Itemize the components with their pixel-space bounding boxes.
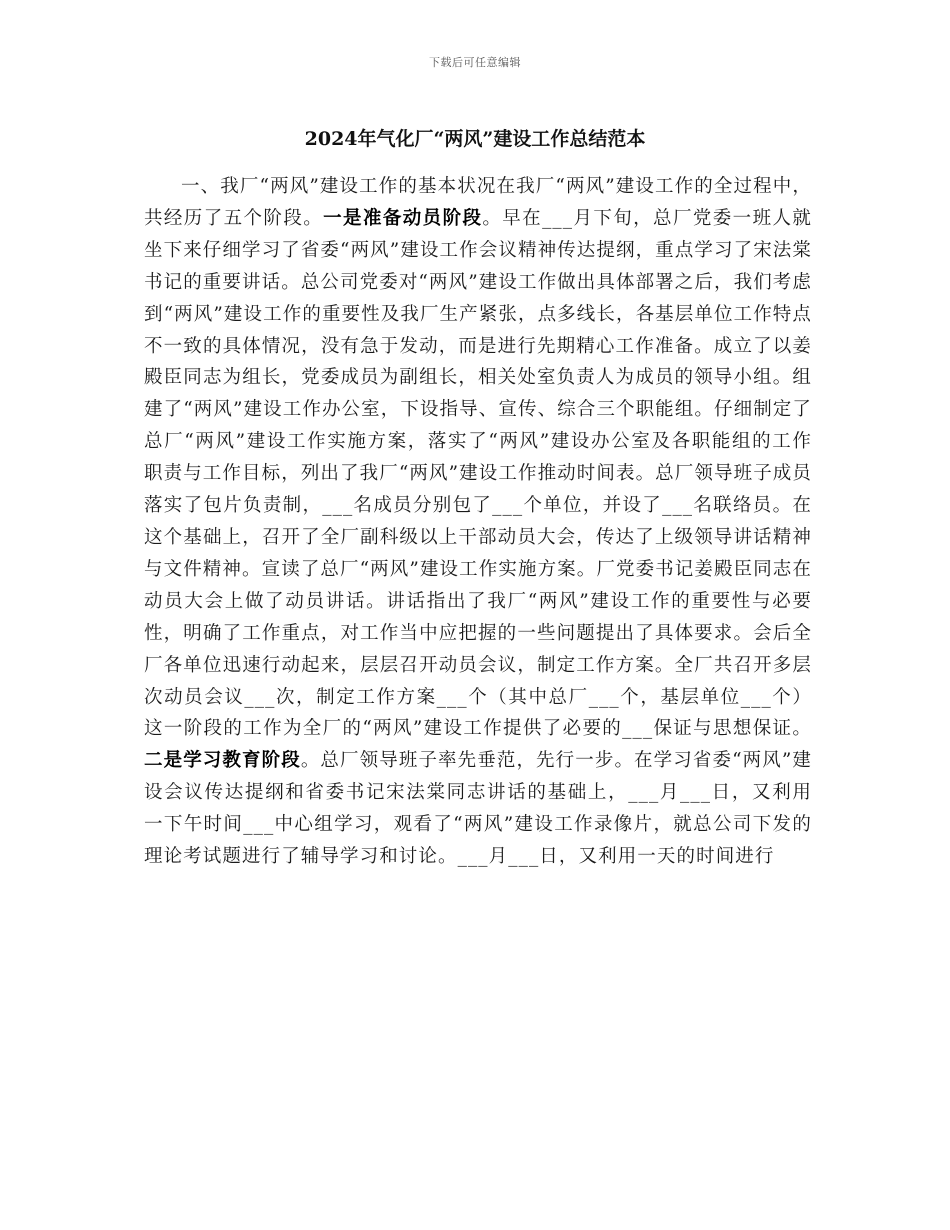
paragraph-text: 一、我厂“两风”建设工作的基本状况在我厂“两风”建设工作的全过程中，共经历了五个阶段。: [144, 176, 812, 229]
body-paragraph: [144, 171, 812, 873]
paragraph-text: 。总厂领导班子率先垂范，先行一步。在学习省委“两风”建设会议传达提纲和省委书记宋法棠同志讲话的基础上，___月___日，又利用一下午时间___中心组学习，观看了“两风”建设工作录像片，就总公司下发的理论考试题进行了辅导学习和讨论。___月___日，又利用一天的时间进行: [144, 750, 812, 868]
stage-heading-study: 二是学习教育阶段: [144, 750, 301, 772]
paragraph-text: 。早在___月下旬，总厂党委一班人就坐下来仔细学习了省委“两风”建设工作会议精神传达提纲，重点学习了宋法棠书记的重要讲话。总公司党委对“两风”建设工作做出具体部署之后，我们考虑到“两风”建设工作的重要性及我厂生产紧张，点多线长，各基层单位工作特点不一致的具体情况，没有急于发动，而是进行先期精心工作准备。成立了以姜殿臣同志为组长，党委成员为副组长，相关处室负责人为成员的领导小组。组建了“两风”建设工作办公室，下设指导、宣传、综合三个职能组。仔细制定了总厂“两风”建设工作实施方案，落实了“两风”建设办公室及各职能组的工作职责与工作目标，列出了我厂“两风”建设工作推动时间表。总厂领导班子成员落实了包片负责制，___名成员分别包了___个单位，并设了___名联络员。在这个基础上，召开了全厂副科级以上干部动员大会，传达了上级领导讲话精神与文件精神。宣读了总厂“两风”建设工作实施方案。厂党委书记姜殿臣同志在动员大会上做了动员讲话。讲话指出了我厂“两风”建设工作的重要性与必要性，明确了工作重点，对工作当中应把握的一些问题提出了具体要求。会后全厂各单位迅速行动起来，层层召开动员会议，制定工作方案。全厂共召开多层次动员会议___次，制定工作方案___个（其中总厂___个，基层单位___个）这一阶段的工作为全厂的“两风”建设工作提供了必要的___保证与思想保证。: [144, 207, 812, 740]
document-title: 2024年气化厂“两风”建设工作总结范本: [304, 128, 646, 150]
stage-heading-preparation: 一是准备动员阶段: [323, 207, 483, 229]
page-header-note: 下载后可任意编辑: [429, 56, 521, 69]
